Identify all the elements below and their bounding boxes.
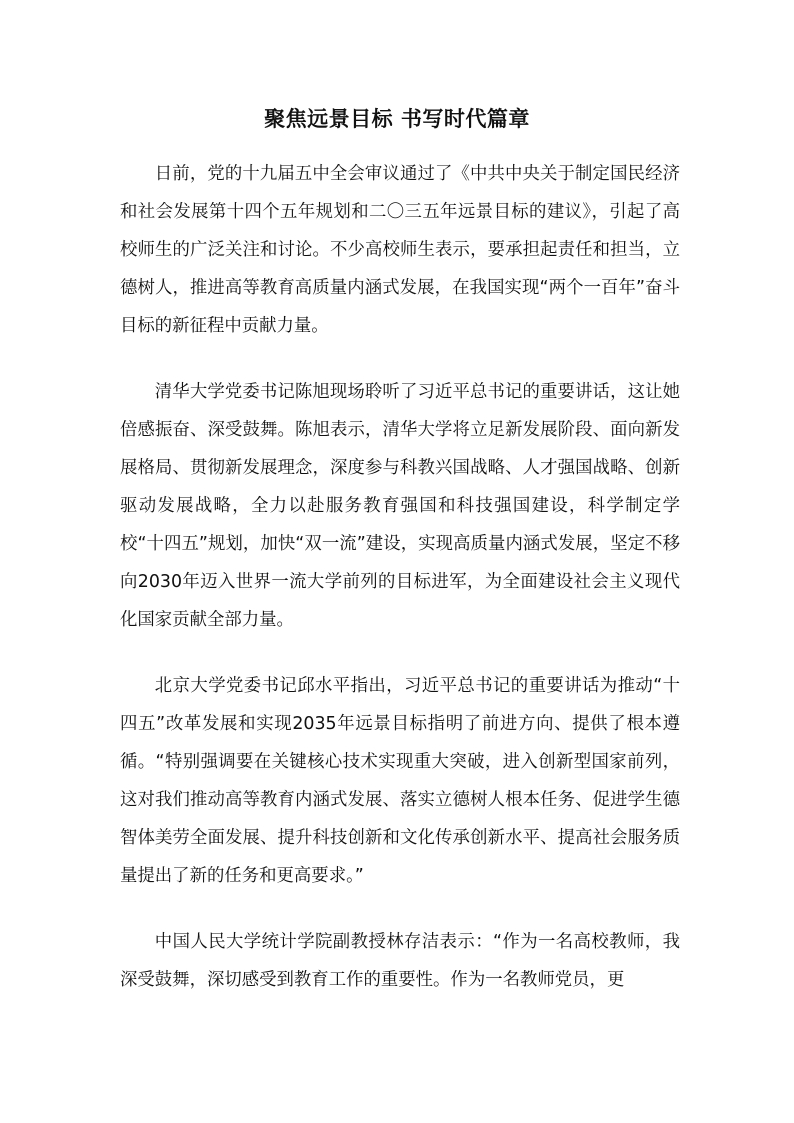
paragraph-1: 日前，党的十九届五中全会审议通过了《中共中央关于制定国民经济和社会发展第十四个五年规划和二〇三五年远景目标的建议》，引起了高校师生的广泛关注和讨论。不少高校师生表示，要承担起责任和担当，立德树人，推进高等教育高质量内涵式发展，在我国实现“两个一百年”奋斗目标的新征程中贡献力量。 [120, 164, 680, 336]
document-body [120, 155, 680, 1027]
paragraph-2: 清华大学党委书记陈旭现场聆听了习近平总书记的重要讲话，这让她倍感振奋、深受鼓舞。陈旭表示，清华大学将立足新发展阶段、面向新发展格局、贯彻新发展理念，深度参与科教兴国战略、人才强国战略、创新驱动发展战略，全力以赴服务教育强国和科技强国建设，科学制定学校“十四五”规划，加快“双一流”建设，实现高质量内涵式发展，坚定不移向2030年迈入世界一流大学前列的目标进军，为全面建设社会主义现代化国家贡献全部力量。 [120, 382, 680, 630]
paragraph-4: 中国人民大学统计学院副教授林存洁表示：“作为一名高校教师，我深受鼓舞，深切感受到教育工作的重要性。作为一名教师党员，更 [120, 932, 680, 990]
paragraph-3: 北京大学党委书记邱水平指出，习近平总书记的重要讲话为推动“十四五”改革发展和实现2035年远景目标指明了前进方向、提供了根本遵循。“特别强调要在关键核心技术实现重大突破，进入创新型国家前列，这对我们推动高等教育内涵式发展、落实立德树人根本任务、促进学生德智体美劳全面发展、提升科技创新和文化传承创新水平、提高社会服务质量提出了新的任务和更高要求。” [120, 676, 680, 886]
document-title: 聚焦远景目标 书写时代篇章 [264, 107, 530, 131]
